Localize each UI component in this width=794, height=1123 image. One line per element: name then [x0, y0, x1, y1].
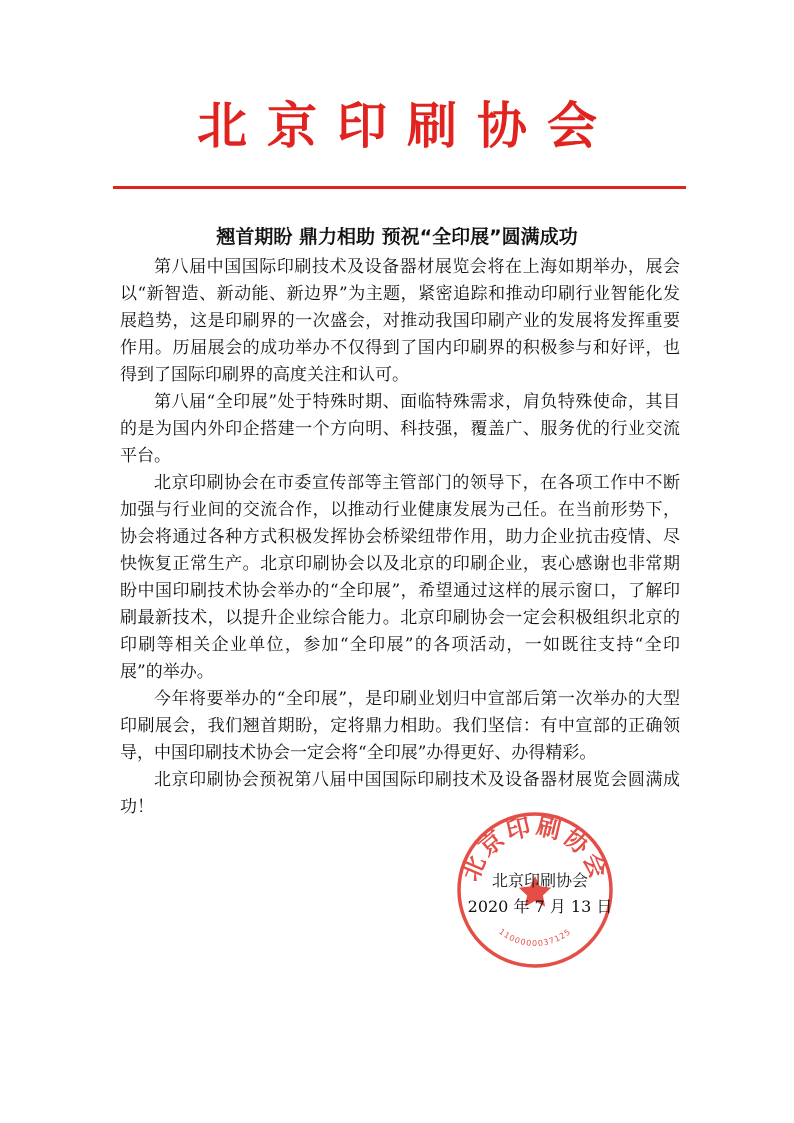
signature-block	[440, 868, 640, 920]
paragraph: 北京印刷协会在市委宣传部等主管部门的领导下，在各项工作中不断加强与行业间的交流合作，以推动行业健康发展为己任。在当前形势下，协会将通过各种方式积极发挥协会桥梁纽带作用，助力企业抗击疫情、尽快恢复正常生产。北京印刷协会以及北京的印刷企业，衷心感谢也非常期盼中国印刷技术协会举办的“全印展”，希望通过这样的展示窗口，了解印刷最新技术，以提升企业综合能力。北京印刷协会一定会积极组织北京的印刷等相关企业单位，参加“全印展”的各项活动，一如既往支持“全印展”的举办。	[120, 473, 680, 682]
paragraph: 北京印刷协会预祝第八届中国国际印刷技术及设备器材展览会圆满成功！	[120, 770, 680, 817]
signature-date: 2020 年 7 月 13 日	[467, 897, 613, 916]
letterhead-divider	[113, 186, 686, 189]
document-body	[120, 254, 680, 821]
svg-text:1100000037125	[497, 927, 573, 948]
paragraph: 第八届“全印展”处于特殊时期、面临特殊需求，肩负特殊使命，其目的是为国内外印企搭建一个方向明、科技强，覆盖广、服务优的行业交流平台。	[120, 392, 680, 466]
seal-organization-text: 北京印刷协会	[456, 811, 614, 885]
document-title: 翘首期盼 鼎力相助 预祝“全印展”圆满成功	[216, 226, 578, 248]
paragraph: 第八届中国国际印刷技术及设备器材展览会将在上海如期举办，展会以“新智造、新动能、新边界”为主题，紧密追踪和推动印刷行业智能化发展趋势，这是印刷界的一次盛会，对推动我国印刷产业的发展将发挥重要作用。历届展会的成功举办不仅得到了国内印刷界的积极参与和好评，也得到了国际印刷界的高度关注和认可。	[120, 257, 680, 385]
letterhead-title: 北京印刷协会	[197, 96, 617, 155]
seal-number: 1100000037125	[497, 927, 573, 949]
signature-organization: 北京印刷协会	[491, 871, 588, 890]
paragraph: 今年将要举办的“全印展”，是印刷业划归中宣部后第一次举办的大型印刷展会，我们翘首期盼，定将鼎力相助。我们坚信：有中宣部的正确领导，中国印刷技术协会一定会将“全印展”办得更好、办得精彩。	[120, 689, 680, 763]
